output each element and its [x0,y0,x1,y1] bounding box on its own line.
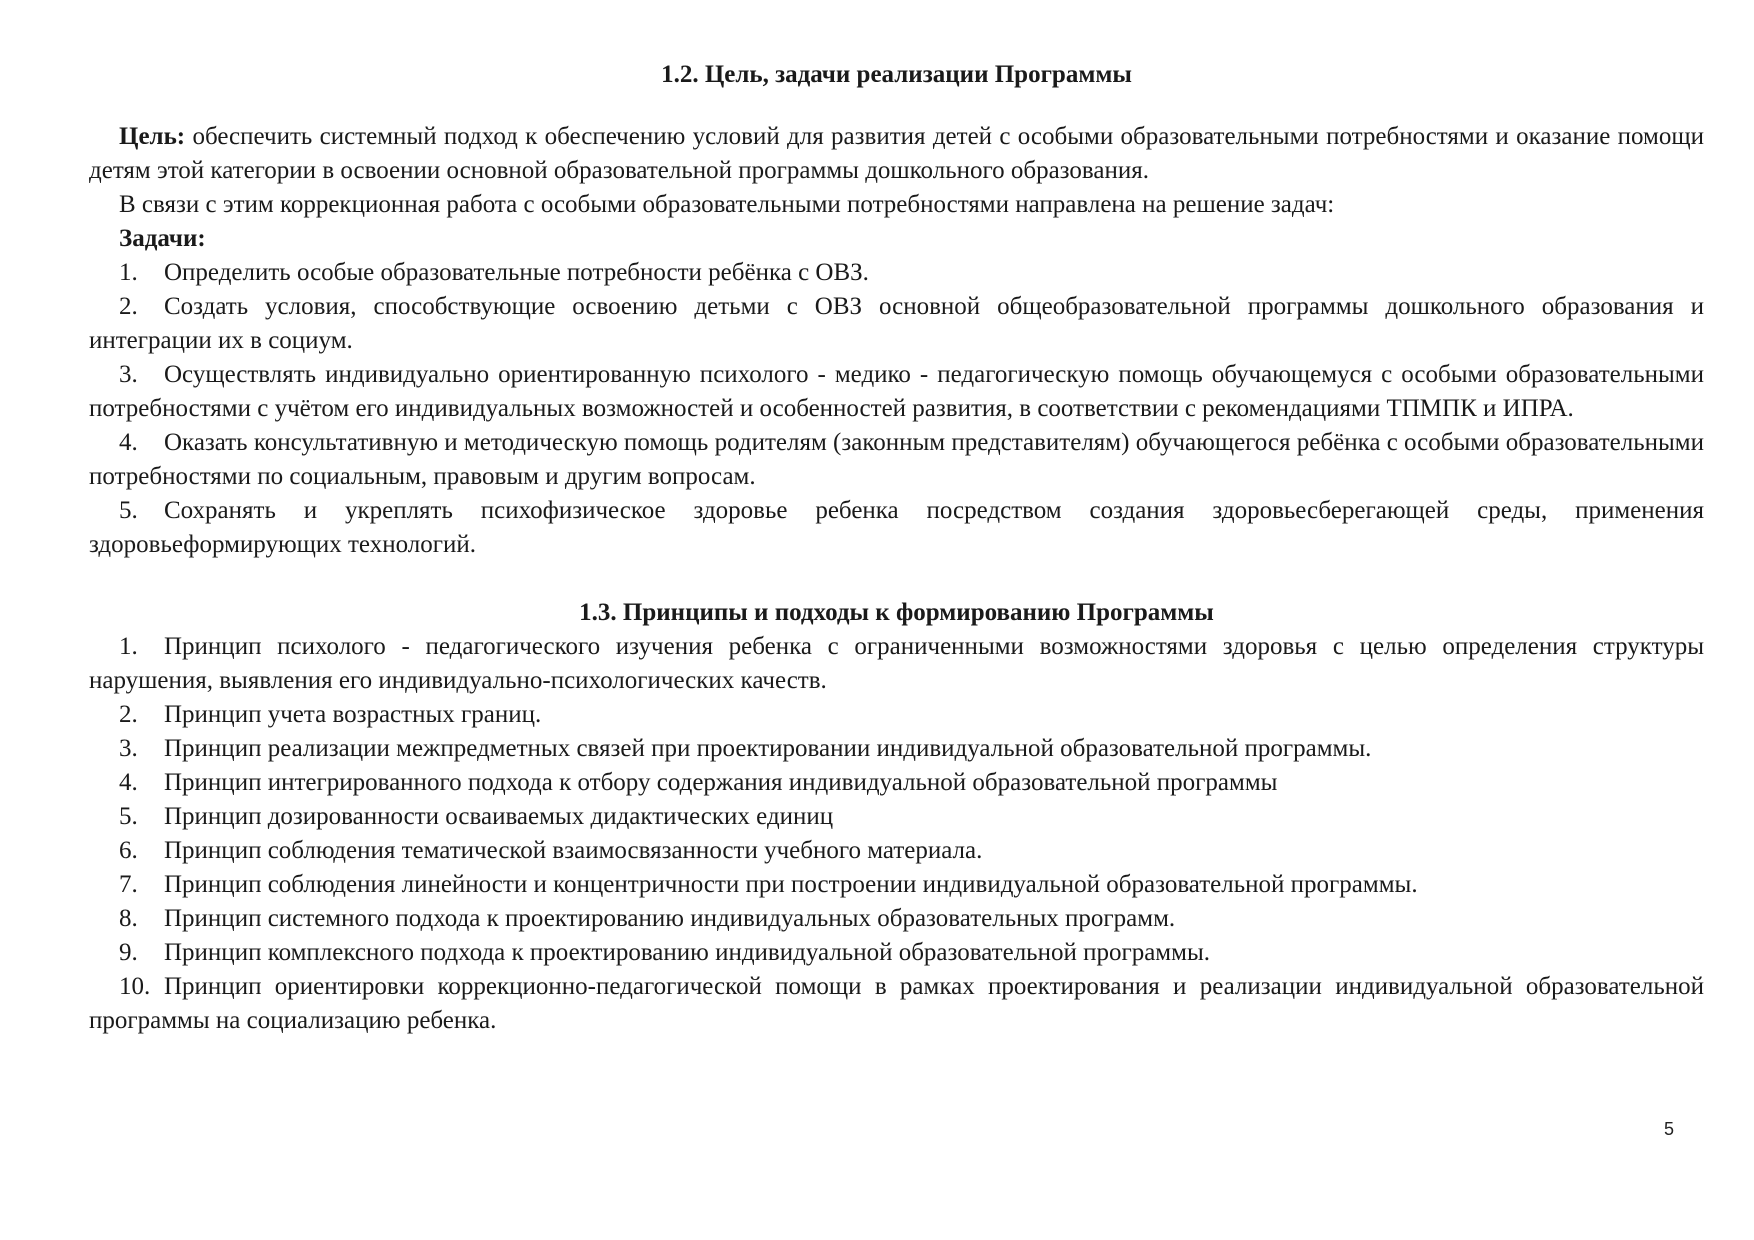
list-item-text: Принцип ориентировки коррекционно-педагогической помощи в рамках проектирования и реализации индивидуальной образовательной программы на социализацию ребенка. [89,973,1704,1034]
list-item-text: Принцип комплексного подхода к проектированию индивидуальной образовательной программы. [164,939,1210,966]
list-item-text: Сохранять и укреплять психофизическое здоровье ребенка посредством создания здоровьесберегающей среды, применения здоровьеформирующих технологий. [89,497,1704,558]
goal-paragraph [89,120,1704,188]
list-item [89,800,1704,834]
list-item-number: 4. [119,429,138,456]
list-item [89,256,1704,290]
goal-text: обеспечить системный подход к обеспечению условий для развития детей с особыми образовательными потребностями и оказание помощи детям этой категории в освоении основной образовательной программы дошкольного образования. [89,123,1704,184]
list-item-text: Принцип дозированности осваиваемых дидактических единиц [164,803,834,830]
list-item-number: 9. [119,939,138,966]
list-item-number: 2. [119,293,138,320]
list-item-text: Осуществлять индивидуально ориентированную психолого - медико - педагогическую помощь обучающемуся с особыми образовательными потребностями с учётом его индивидуальных возможностей и особенностей развития, в соответствии с рекомендациями ТПМПК и ИПРА. [89,361,1704,422]
list-item-number: 5. [119,803,138,830]
list-item-number: 5. [119,497,138,524]
list-item [89,290,1704,358]
list-item-text: Принцип психолого - педагогического изучения ребенка с ограниченными возможностями здоровья с целью определения структуры нарушения, выявления его индивидуально-психологических качеств. [89,633,1704,694]
list-item [89,426,1704,494]
list-item [89,936,1704,970]
tasks-list [89,256,1704,562]
list-item-text: Оказать консультативную и методическую помощь родителям (законным представителям) обучающегося ребёнка с особыми образовательными потребностями по социальным, правовым и другим вопросам. [89,429,1704,490]
list-item [89,630,1704,698]
list-item-number: 8. [119,905,138,932]
list-item-number: 3. [119,735,138,762]
list-item [89,868,1704,902]
section-title-principles: 1.3. Принципы и подходы к формированию Программы [579,599,1214,626]
list-item-number: 1. [119,259,138,286]
list-item-text: Принцип реализации межпредметных связей при проектировании индивидуальной образовательной программы. [164,735,1372,762]
goal-label: Цель: [119,123,186,150]
list-item [89,834,1704,868]
list-item-number: 7. [119,871,138,898]
list-item-text: Принцип учета возрастных границ. [164,701,542,728]
list-item-number: 2. [119,701,138,728]
page-content [89,58,1704,1038]
list-item [89,970,1704,1038]
list-item [89,732,1704,766]
tasks-label: Задачи: [119,225,206,252]
principles-list [89,630,1704,1038]
list-item-text: Принцип соблюдения линейности и концентричности при построении индивидуальной образовательной программы. [164,871,1418,898]
list-item [89,358,1704,426]
list-item-number: 3. [119,361,138,388]
list-item [89,902,1704,936]
list-item [89,698,1704,732]
list-item [89,494,1704,562]
list-item-text: Создать условия, способствующие освоению детьми с ОВЗ основной общеобразовательной программы дошкольного образования и интеграции их в социум. [89,293,1704,354]
section-title-goals: 1.2. Цель, задачи реализации Программы [661,61,1132,88]
list-item-text: Принцип соблюдения тематической взаимосвязанности учебного материала. [164,837,983,864]
list-item-number: 10. [119,973,151,1000]
list-item [89,766,1704,800]
list-item-number: 1. [119,633,138,660]
list-item-text: Принцип интегрированного подхода к отбору содержания индивидуальной образовательной программы [164,769,1278,796]
list-item-text: Определить особые образовательные потребности ребёнка с ОВЗ. [164,259,869,286]
list-item-number: 4. [119,769,138,796]
tasks-intro: В связи с этим коррекционная работа с особыми образовательными потребностями направлена на решение задач: [119,191,1335,218]
list-item-number: 6. [119,837,138,864]
page-number: 5 [1663,1119,1674,1139]
list-item-text: Принцип системного подхода к проектированию индивидуальных образовательных программ. [164,905,1176,932]
